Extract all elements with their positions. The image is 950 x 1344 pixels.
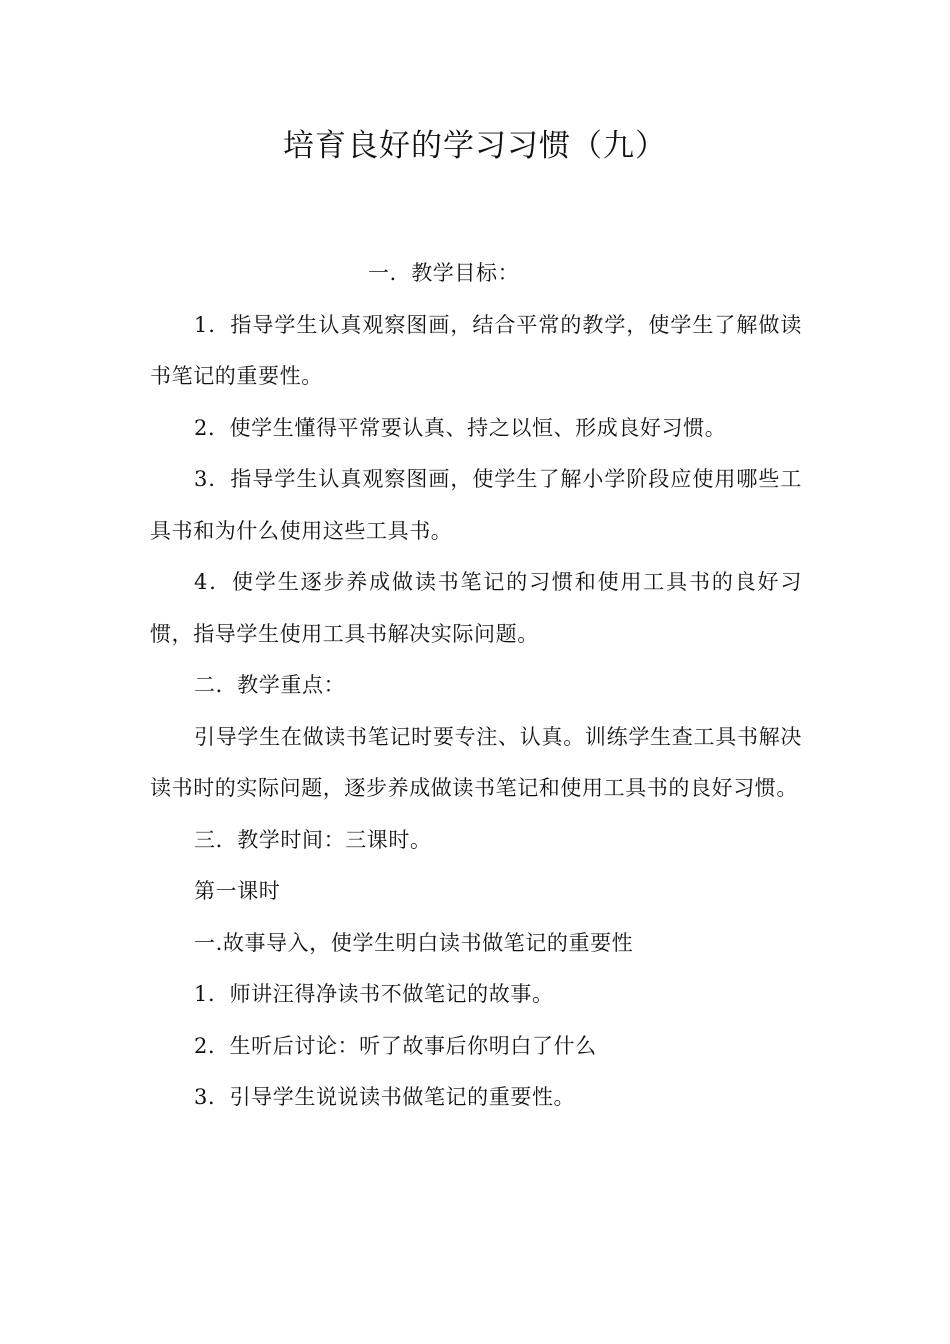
objective-2: 2．使学生懂得平常要认真、持之以恒、形成良好习惯。 [194,415,727,440]
key-points-text: 引导学生在做读书笔记时要专注、认真。训练学生查工具书解决读书时的实际问题，逐步养成做读书笔记和使用工具书的良好习惯。 [150,724,802,800]
document-body [150,248,802,1124]
section-heading-objectives: 一．教学目标： [368,261,520,285]
section-heading-time: 三．教学时间：三课时。 [194,827,432,852]
lesson-one-item-3: 3．引导学生说说读书做笔记的重要性。 [194,1085,576,1109]
section-heading-key-points: 二．教学重点： [194,673,346,697]
objective-1: 1．指导学生认真观察图画，结合平常的教学，使学生了解做读书笔记的重要性。 [150,312,802,388]
objective-4: 4．使学生逐步养成做读书笔记的习惯和使用工具书的良好习惯，指导学生使用工具书解决实际问题。 [150,570,802,646]
lesson-one-item-1: 1．师讲汪得净读书不做笔记的故事。 [194,982,554,1006]
lesson-one-heading: 第一课时 [194,879,281,903]
lesson-one-item-2: 2．生听后讨论：听了故事后你明白了什么 [194,1033,597,1058]
document-title: 培育良好的学习习惯（九） [283,128,667,164]
lesson-one-step-heading: 一.故事导入，使学生明白读书做笔记的重要性 [194,930,634,955]
objective-3: 3．指导学生认真观察图画，使学生了解小学阶段应使用哪些工具书和为什么使用这些工具书。 [150,467,802,543]
